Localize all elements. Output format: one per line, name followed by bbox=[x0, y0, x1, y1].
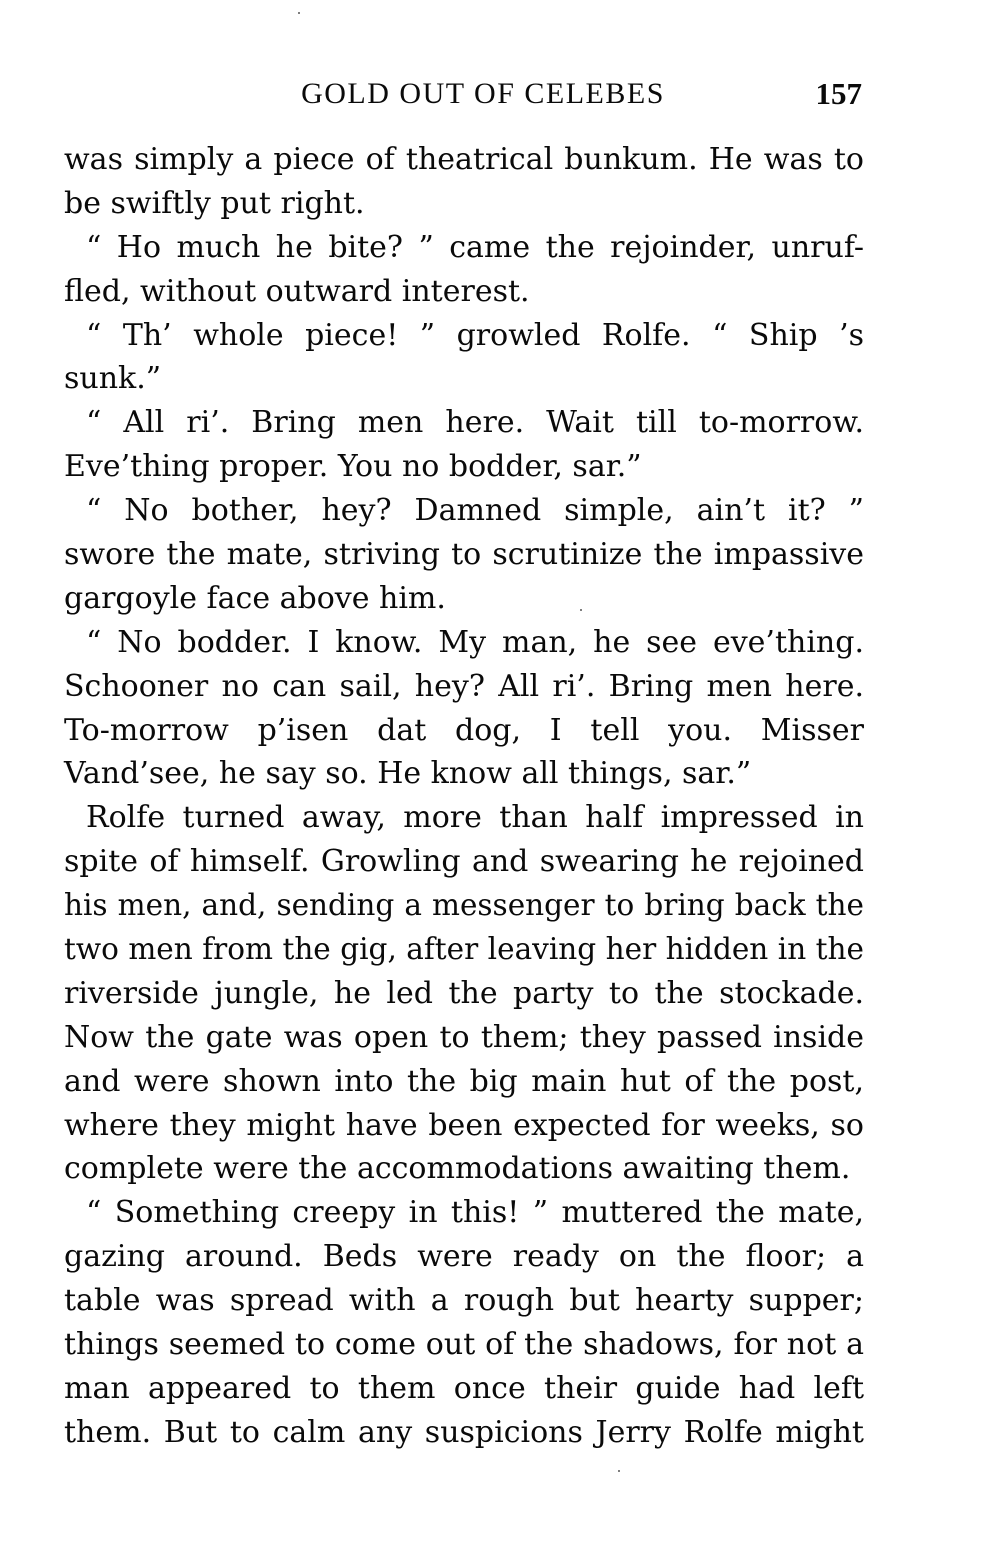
text-line: “ No bother, hey? Damned simple, ain’t it? ” bbox=[86, 493, 864, 529]
text-line: Eve’thing proper. You no bodder, sar.” bbox=[64, 449, 642, 485]
text-line: gargoyle face above him. bbox=[64, 580, 446, 616]
text-line: swore the mate, striving to scrutinize the impassive bbox=[64, 537, 864, 573]
text-line: “ Th’ whole piece! ” growled Rolfe. “ Ship ’s bbox=[86, 317, 864, 353]
text-line: and were shown into the big main hut of the post, bbox=[64, 1063, 864, 1099]
text-line: To-morrow p’isen dat dog, I tell you. Misser bbox=[64, 712, 864, 748]
text-line: “ Ho much he bite? ” came the rejoinder, unruf- bbox=[86, 229, 864, 265]
text-line: sunk.” bbox=[64, 361, 162, 397]
text-line: his men, and, sending a messenger to bring back the bbox=[64, 888, 864, 923]
text-line: fled, without outward interest. bbox=[64, 273, 530, 309]
text-line: man appeared to them once their guide had left bbox=[64, 1370, 864, 1406]
text-line: where they might have been expected for weeks, so bbox=[64, 1107, 864, 1143]
text-line: was simply a piece of theatrical bunkum. He was to bbox=[64, 142, 864, 177]
running-head bbox=[66, 72, 862, 116]
running-title: GOLD OUT OF CELEBES bbox=[301, 77, 665, 110]
text-line: them. But to calm any suspicions Jerry Rolfe might bbox=[64, 1414, 864, 1450]
text-line: be swiftly put right. bbox=[64, 185, 365, 221]
text-line: spite of himself. Growling and swearing he rejoined bbox=[64, 844, 864, 880]
text-line: Vand’see, he say so. He know all things, sar.” bbox=[64, 756, 752, 792]
text-line: two men from the gig, after leaving her hidden in the bbox=[64, 932, 864, 967]
ink-speck bbox=[580, 609, 582, 611]
text-line: Rolfe turned away, more than half impressed in bbox=[86, 800, 864, 836]
text-line: Now the gate was open to them; they passed inside bbox=[64, 1019, 864, 1055]
text-line: “ All ri’. Bring men here. Wait till to-morrow. bbox=[86, 405, 864, 441]
ink-speck bbox=[618, 1470, 620, 1472]
page-number: 157 bbox=[815, 76, 862, 111]
ink-speck bbox=[298, 12, 300, 14]
text-line: Schooner no can sail, hey? All ri’. Bring men here. bbox=[64, 668, 864, 704]
text-line: table was spread with a rough but hearty supper; bbox=[64, 1283, 864, 1319]
text-line: “ No bodder. I know. My man, he see eve’thing. bbox=[86, 624, 864, 660]
text-line: things seemed to come out of the shadows, for not a bbox=[64, 1327, 864, 1363]
text-line: complete were the accommodations awaiting them. bbox=[64, 1151, 851, 1187]
text-line: riverside jungle, he led the party to the stockade. bbox=[64, 975, 864, 1011]
text-line: “ Something creepy in this! ” muttered the mate, bbox=[86, 1195, 864, 1231]
text-body bbox=[64, 138, 864, 1455]
text-line: gazing around. Beds were ready on the floor; a bbox=[64, 1239, 864, 1275]
